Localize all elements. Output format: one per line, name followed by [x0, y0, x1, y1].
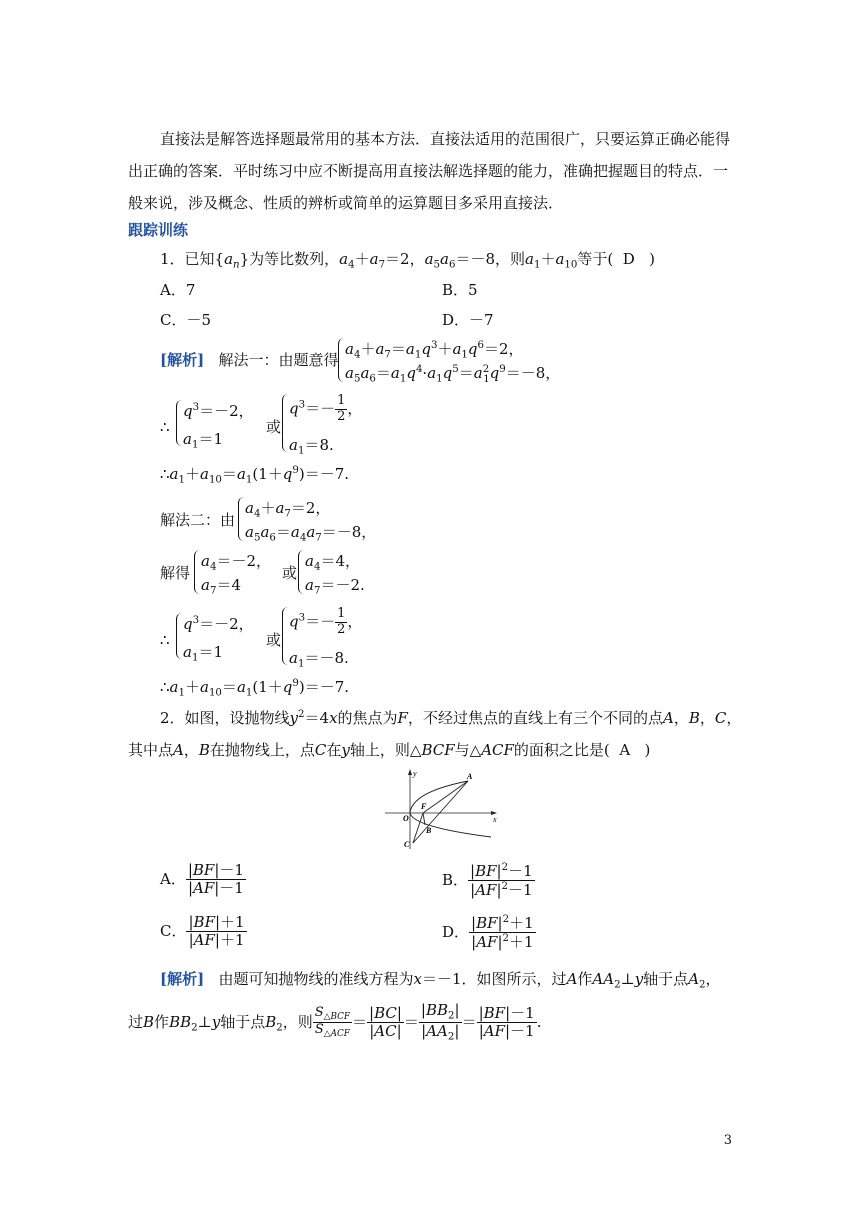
- result-2: $\therefore a_1+a_{10}=a_1(1+q^9)=-7$.: [160, 678, 350, 699]
- q2-answer: A: [619, 741, 631, 759]
- result-1: $\therefore a_1+a_{10}=a_1(1+q^9)=-7$.: [160, 465, 350, 486]
- or-1: 或: [266, 418, 282, 436]
- method2-label: 解法二：由: [160, 511, 236, 529]
- fig-label-y: y: [413, 769, 417, 778]
- q2-analysis-line-2: 过B作$BB_2\perp y$轴于点$B_2$，则 $\frac{S_{\triangle BCF}}{S_{\triangle ACF}}$ ＝ $\frac{|BC|}{|AC|}$ ＝ $\frac{|BB_2|}{|AA_2|}$ ＝ $\frac{|BF|-1}{|AF|-1}$ .: [128, 1001, 542, 1043]
- fig-label-o: O: [403, 814, 409, 823]
- q2-option-b: B． $\frac{|BF|^2-1}{|AF|^2-1}$: [442, 862, 533, 900]
- fig-label-f: F: [421, 802, 427, 811]
- q1-system-4: $a_4+a_7=2$， $a_5a_6=a_4a_7=-8$，: [238, 497, 369, 541]
- q1-stem: 1．已知$\{a_n\}$为等比数列，$a_4+a_7=2$，$a_5a_6=-8$，则$a_1+a_{10}$等于( D ): [160, 250, 655, 271]
- therefore-2: ∴: [160, 631, 170, 649]
- analysis-label: [解析]: [160, 351, 205, 369]
- intro-line-2: 出正确的答案．平时练习中应不断提高用直接法解选择题的能力，准确把握题目的特点．一: [128, 162, 729, 180]
- q2-option-c: C． $\frac{|BF|+1}{|AF|+1}$: [160, 913, 245, 950]
- q1-system-8: $q^3=-$ $\frac{1}{2}$ ， $a_1=-8$.: [282, 607, 373, 665]
- q2-analysis-line-1: [解析] 由题可知抛物线的准线方程为x＝－1．如图所示，过A作$AA_2\perp y$轴于点$A_2$，: [160, 970, 721, 991]
- page-number: 3: [723, 1133, 732, 1148]
- intro-line-3: 般来说，涉及概念、性质的辨析或简单的运算题目多采用直接法．: [128, 194, 564, 212]
- section-title: 跟踪训练: [128, 221, 189, 239]
- q2-option-a: A． $\frac{|BF|-1}{|AF|-1}$: [160, 861, 244, 898]
- q1-option-b: B．5: [442, 281, 478, 299]
- q2-option-d: D． $\frac{|BF|^2+1}{|AF|^2+1}$: [442, 914, 534, 952]
- fig-label-b: B: [426, 826, 432, 835]
- q1-option-d: D．－7: [442, 311, 494, 329]
- q1-option-c: C．－5: [160, 311, 212, 329]
- q1-answer: D: [622, 250, 635, 268]
- or-2: 或: [282, 564, 298, 582]
- q1-system-7: $q^3=-2$， $a_1=1$: [176, 613, 247, 659]
- q1-system-6: $a_4=4$， $a_7=-2$.: [298, 550, 379, 594]
- therefore-1: ∴: [160, 418, 170, 436]
- fig-label-a: A: [467, 772, 473, 781]
- fig-label-c: C: [404, 840, 410, 849]
- or-3: 或: [266, 631, 282, 649]
- q2-stem-line-1: 2．如图，设抛物线$y^2=4x$的焦点为F，不经过焦点的直线上有三个不同的点A，B，C，: [160, 709, 742, 728]
- parabola-figure: [383, 767, 503, 852]
- q2-stem-line-2: 其中点A，B在抛物线上，点C在y轴上，则△BCF与△ACF的面积之比是( A ): [128, 741, 651, 759]
- q1-system-1: $a_4+a_7=a_1q^3+a_1q^6=2$， $a_5a_6=a_1q^4\cdot a_1q^5=a^2_1q^9=-8$，: [338, 338, 559, 382]
- q1-system-2: $q^3=-2$， $a_1=1$: [176, 400, 247, 446]
- q1-analysis: [解析] 解法一：由题意得: [160, 351, 339, 369]
- q1-system-3: $q^3=-$ $\frac{1}{2}$ ， $a_1=8$.: [282, 394, 373, 452]
- solve-label: 解得: [160, 564, 191, 582]
- intro-line-1: 直接法是解答选择题最常用的基本方法．直接法适用的范围很广，只要运算正确必能得: [160, 130, 731, 148]
- fig-label-x: x: [493, 815, 497, 824]
- q1-system-5: $a_4=-2$， $a_7=4$: [194, 550, 265, 594]
- q1-option-a: A．7: [160, 281, 196, 299]
